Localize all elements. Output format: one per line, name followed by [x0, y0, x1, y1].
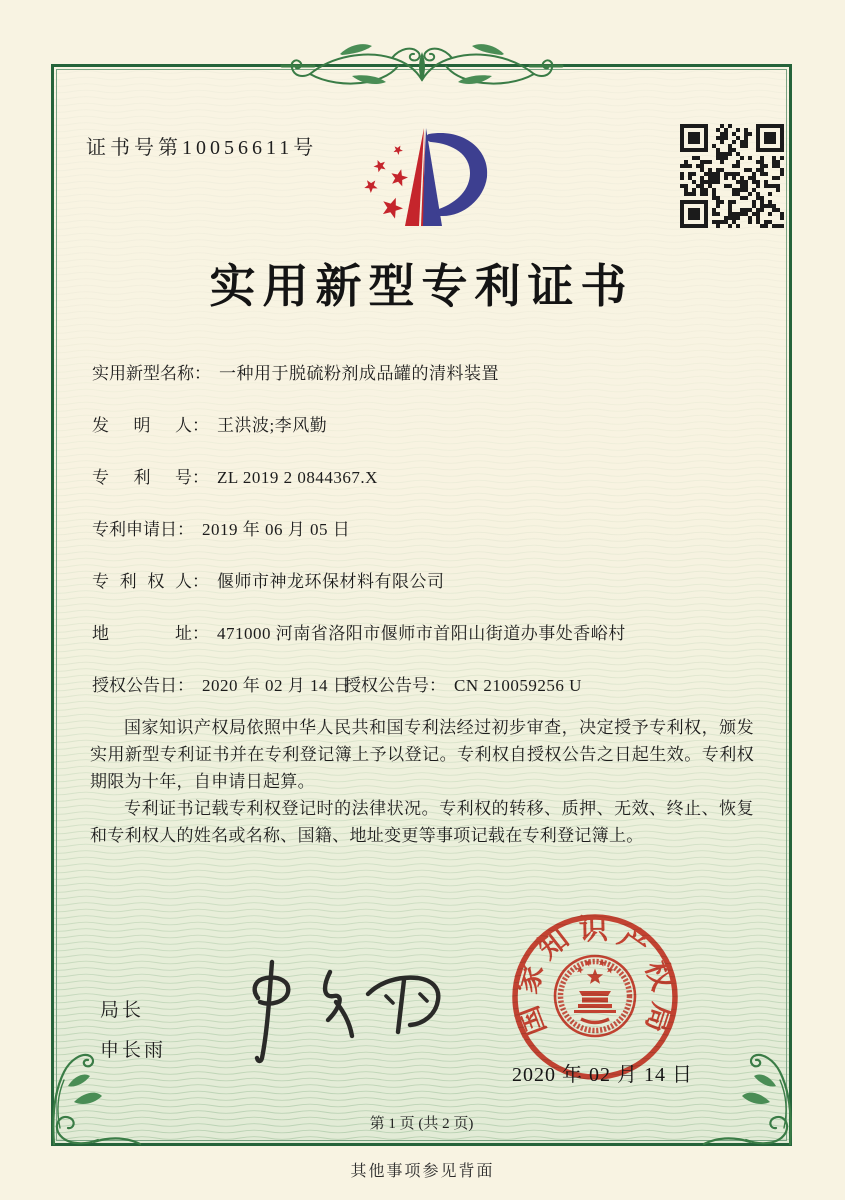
seal-date: 2020 年 02 月 14 日	[512, 1064, 693, 1086]
field-row-patent-number: 专利号： ZL 2019 2 0844367.X	[92, 466, 762, 490]
field-label: 专利权人	[92, 572, 192, 591]
field-label: 授权公告日	[92, 676, 177, 695]
director-title: 局长	[100, 1000, 145, 1021]
field-row-inventor: 发明人： 王洪波;李风勤	[92, 414, 762, 438]
field-row-address: 地址： 471000 河南省洛阳市偃师市首阳山街道办事处香峪村	[92, 622, 762, 646]
field-row-patentee: 专利权人： 偃师市神龙环保材料有限公司	[92, 570, 762, 594]
top-ornament-icon	[280, 36, 564, 98]
field-label: 授权公告号	[344, 676, 429, 695]
field-label: 专利号	[92, 468, 192, 487]
field-label: 地址	[92, 624, 192, 643]
paragraph-2: 专利证书记载专利权登记时的法律状况。专利权的转移、质押、无效、终止、恢复和专利权人的姓名或名称、国籍、地址变更等事项记载在专利登记簿上。	[90, 799, 754, 845]
field-value: 偃师市神龙环保材料有限公司	[217, 572, 445, 591]
fields-block	[92, 362, 762, 726]
paragraph-1: 国家知识产权局依照中华人民共和国专利法经过初步审查，决定授予专利权，颁发实用新型专利证书并在专利登记簿上予以登记。专利权自授权公告之日起生效。专利权期限为十年，自申请日起算。	[90, 718, 754, 791]
field-pair-grant-number: 授权公告号： CN 210059256 U	[344, 674, 582, 698]
logo-spike	[405, 128, 442, 226]
field-row-filing-date: 专利申请日： 2019 年 06 月 05 日	[92, 518, 762, 542]
certificate-title: 实用新型专利证书	[209, 261, 634, 312]
field-value: 一种用于脱硫粉剂成品罐的清料装置	[219, 364, 499, 383]
back-note: 其他事项参见背面	[350, 1163, 495, 1180]
seal-authority-text: 国家知识产权局	[511, 913, 679, 1040]
field-value: CN 210059256 U	[454, 676, 582, 695]
qr-code	[680, 124, 784, 228]
director-signature	[215, 948, 475, 1073]
field-row-name: 实用新型名称： 一种用于脱硫粉剂成品罐的清料装置	[92, 362, 762, 386]
field-value: 2019 年 06 月 05 日	[202, 520, 351, 539]
director-name: 申长雨	[100, 1040, 167, 1061]
field-value: 王洪波;李风勤	[217, 416, 328, 435]
corner-flourish-right-icon	[700, 1032, 800, 1152]
field-label: 发明人	[92, 416, 192, 435]
field-label: 实用新型名称	[92, 364, 194, 383]
page-number: 第 1 页 (共 2 页)	[369, 1116, 474, 1132]
field-value: 2020 年 02 月 14 日	[202, 676, 351, 695]
legal-text	[90, 714, 754, 849]
field-label: 专利申请日	[92, 520, 177, 539]
logo-stars	[364, 146, 408, 219]
field-value: 471000 河南省洛阳市偃师市首阳山街道办事处香峪村	[217, 624, 626, 643]
field-value: ZL 2019 2 0844367.X	[217, 468, 378, 487]
patent-logo-icon	[342, 120, 522, 238]
certificate-number: 证书号第10056611号	[86, 137, 318, 159]
national-emblem-icon	[555, 956, 635, 1036]
corner-flourish-left-icon	[44, 1032, 144, 1152]
field-row-grant: 授权公告日： 2020 年 02 月 14 日 授权公告号： CN 210059256 U	[92, 674, 762, 698]
